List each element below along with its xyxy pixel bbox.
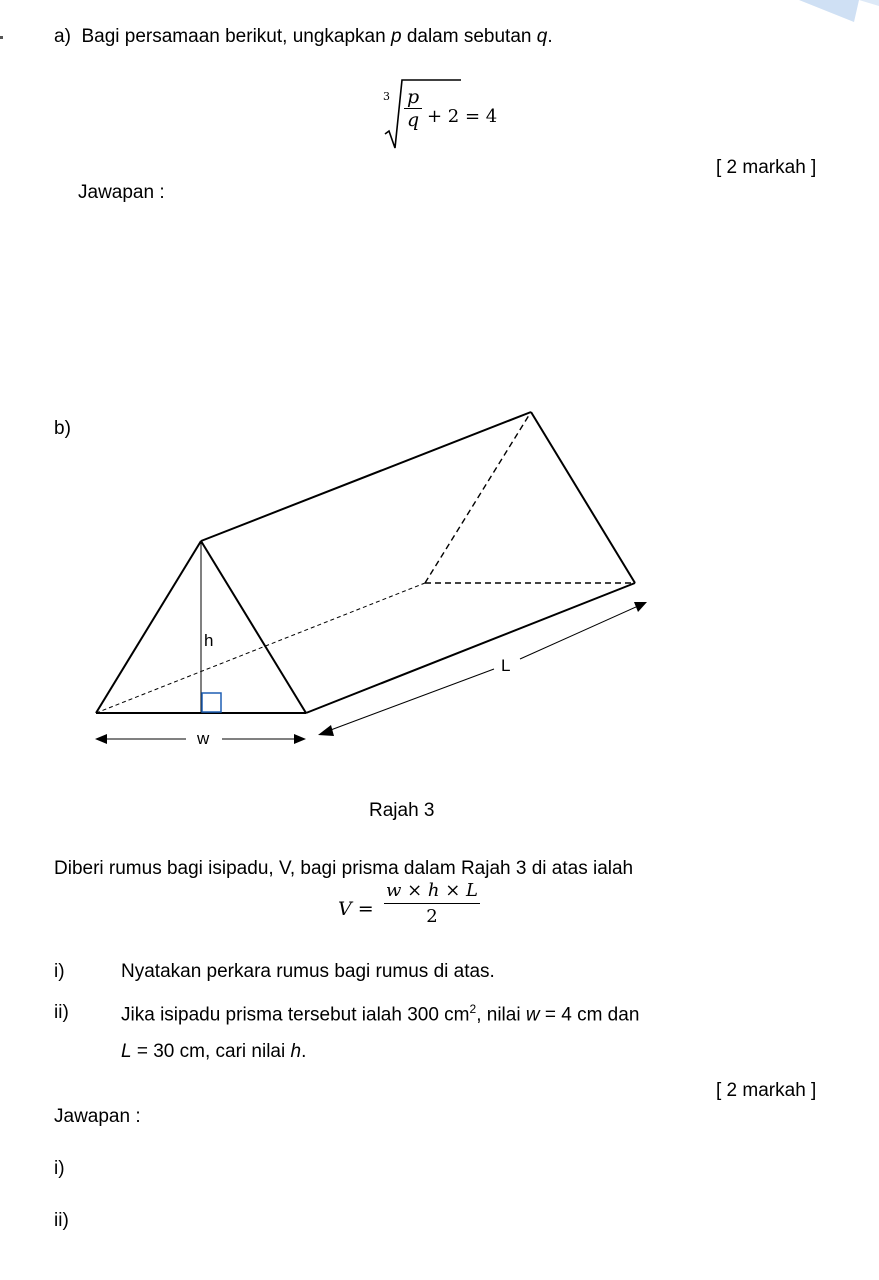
var-q: q [536,26,548,47]
line2-text-a: = 30 cm, cari nilai [136,1041,286,1062]
var-p: p [390,26,402,47]
item-ii-num: ii) [54,1002,69,1023]
part-b-label: b) [54,418,71,439]
item-ii-line2 [121,1041,306,1063]
fraction-denominator: q [407,109,420,131]
label-L: L [501,656,511,675]
part-a-mid: dalam sebutan [406,26,532,47]
part-a-label: a) [54,26,71,47]
part-a-text: Bagi persamaan berikut, ungkapkan [81,26,386,47]
var-L: L [121,1041,132,1062]
var-h: h [290,1041,302,1062]
part-a-end: . [547,26,553,47]
var-w: w [525,1004,540,1026]
cube-root-equation [383,78,523,154]
formula-lhs: V = [338,898,374,920]
equation-rest: + 2 = 4 [427,106,498,127]
item-ii-text-b: , nilai [476,1004,521,1026]
root-fraction [404,86,422,131]
item-ii-sup: 2 [469,1002,477,1016]
label-w: w [197,729,210,748]
line2-text-b: . [301,1041,307,1062]
right-angle-marker [202,693,221,712]
item-ii-text-a: Jika isipadu prisma tersebut ialah 300 cm [121,1004,470,1026]
margin-mark [0,36,3,39]
item-ii-text [121,1002,639,1026]
fraction-numerator: p [404,86,422,109]
corner-decoration [759,0,879,30]
answer-item-i: i) [54,1158,65,1179]
prism-diagram [0,400,879,760]
item-i-num: i) [54,961,65,982]
formula-numerator: w × h × L [384,880,480,904]
formula-fraction [384,880,480,927]
answer-label-a: Jawapan : [78,182,165,203]
answer-item-ii: ii) [54,1210,69,1231]
question-a [54,26,553,48]
label-h: h [204,631,214,650]
marks-b: [ 2 markah ] [716,1080,817,1101]
item-i-text: Nyatakan perkara rumus bagi rumus di atas. [121,961,495,982]
root-index: 3 [383,90,390,103]
marks-a: [ 2 markah ] [716,157,817,178]
formula-intro: Diberi rumus bagi isipadu, V, bagi prisma dalam Rajah 3 di atas ialah [54,858,634,879]
figure-caption: Rajah 3 [369,800,435,821]
formula-denominator: 2 [426,906,438,927]
answer-label-b: Jawapan : [54,1106,141,1127]
item-ii-text-c: = 4 cm dan [544,1004,640,1026]
